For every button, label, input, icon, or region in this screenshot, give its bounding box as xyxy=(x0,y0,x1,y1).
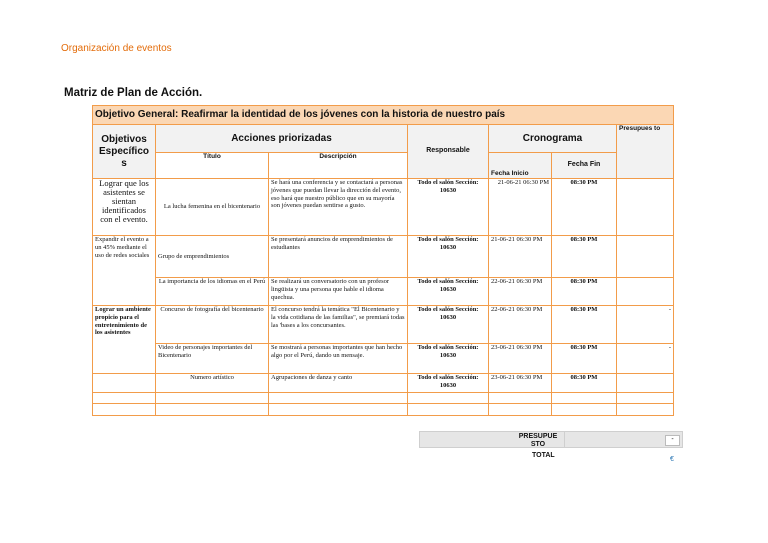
budget-cell xyxy=(617,278,674,306)
action-plan-table xyxy=(92,105,674,416)
start-date-cell: 21-06-21 06:30 PM xyxy=(489,179,552,236)
budget-cell: - xyxy=(617,344,674,374)
document-title: Matriz de Plan de Acción. xyxy=(64,87,203,99)
action-title: La importancia de los idiomas en el Perú xyxy=(156,278,269,306)
table-row xyxy=(93,179,674,236)
action-description: Se hará una conferencia y se contactará a personas jóvenes que puedan llevar la dirección del evento, eso hará que nuestro público que en su mayoría son jóvenes puedan sentirse a gusto. xyxy=(269,179,408,236)
start-date-cell: 23-06-21 06:30 PM xyxy=(489,374,552,393)
objective-3: Lograr un ambiente propicio para el entretenimiento de los asistentes xyxy=(93,306,156,374)
action-description: Se realizará un conversatorio con un profesor lingüista y una persona que hable el idioma quechua. xyxy=(269,278,408,306)
table-row-empty xyxy=(93,393,674,404)
table-row xyxy=(93,236,674,278)
budget-cell xyxy=(617,374,674,393)
end-date-cell: 08:30 PM xyxy=(552,374,617,393)
start-date-cell: 23-06-21 06:30 PM xyxy=(489,344,552,374)
header-description: Descripción xyxy=(269,153,408,179)
start-date-cell: 22-06-21 06:30 PM xyxy=(489,278,552,306)
objective-general: Objetivo General: Reafirmar la identidad de los jóvenes con la historia de nuestro país xyxy=(93,106,674,125)
header-budget: Presupues to xyxy=(617,125,674,179)
action-description: Se mostrará a personas importantes que han hecho algo por el Perú, dando un mensaje. xyxy=(269,344,408,374)
header-org-name: Organización de eventos xyxy=(61,43,172,54)
objective-empty xyxy=(93,374,156,393)
end-date-cell: 08:30 PM xyxy=(552,236,617,278)
budget-cell: - xyxy=(617,306,674,344)
budget-cell xyxy=(617,179,674,236)
budget-label: PRESUPUE STO xyxy=(518,433,558,448)
objective-1: Lograr que los asistentes se sientan identificados con el evento. xyxy=(93,179,156,236)
start-date-cell: 21-06-21 06:30 PM xyxy=(489,236,552,278)
table-row xyxy=(93,344,674,374)
start-date-cell: 22-06-21 06:30 PM xyxy=(489,306,552,344)
objective-2: Expandir el evento a un 45% mediante el uso de redes sociales xyxy=(93,236,156,306)
action-description: Se presentará anuncios de emprendimientos de estudiantes xyxy=(269,236,408,278)
action-title: Numero artístico xyxy=(156,374,269,393)
header-title: Título xyxy=(156,153,269,179)
header-objectives: Objetivos Específico s xyxy=(93,125,156,179)
table-row xyxy=(93,374,674,393)
header-actions: Acciones priorizadas xyxy=(156,125,408,153)
end-date-cell: 08:30 PM xyxy=(552,278,617,306)
action-title: Grupo de emprendimientos xyxy=(156,236,269,278)
header-responsible: Responsable xyxy=(408,125,489,179)
action-title: La lucha femenina en el bicentenario xyxy=(156,179,269,236)
responsible-cell: Todo el salón Sección: 10630 xyxy=(408,374,489,393)
action-title: Concurso de fotografía del bicentenario xyxy=(156,306,269,344)
responsible-cell: Todo el salón Sección: 10630 xyxy=(408,306,489,344)
responsible-cell: Todo el salón Sección: 10630 xyxy=(408,344,489,374)
action-title: Video de personajes importantes del Bicentenario xyxy=(156,344,269,374)
end-date-cell: 08:30 PM xyxy=(552,306,617,344)
end-date-cell: 08:30 PM xyxy=(552,344,617,374)
budget-value: - xyxy=(665,435,680,446)
total-label: TOTAL xyxy=(532,452,555,459)
responsible-cell: Todo el salón Sección: 10630 xyxy=(408,179,489,236)
header-end-date: Fecha Fin xyxy=(552,153,617,179)
budget-cell xyxy=(617,236,674,278)
responsible-cell: Todo el salón Sección: 10630 xyxy=(408,236,489,278)
responsible-cell: Todo el salón Sección: 10630 xyxy=(408,278,489,306)
currency-symbol: € xyxy=(670,456,674,463)
header-start-date: Fecha Inicio xyxy=(489,153,552,179)
action-description: El concurso tendrá la temática "El Bicentenario y la vida cotidiana de las familias", se premiará todas las 'bases a los concursantes. xyxy=(269,306,408,344)
table-row xyxy=(93,306,674,344)
table-row xyxy=(93,278,674,306)
table-row-empty xyxy=(93,404,674,416)
header-schedule: Cronograma xyxy=(489,125,617,153)
end-date-cell: 08:30 PM xyxy=(552,179,617,236)
action-description: Agrupaciones de danza y canto xyxy=(269,374,408,393)
